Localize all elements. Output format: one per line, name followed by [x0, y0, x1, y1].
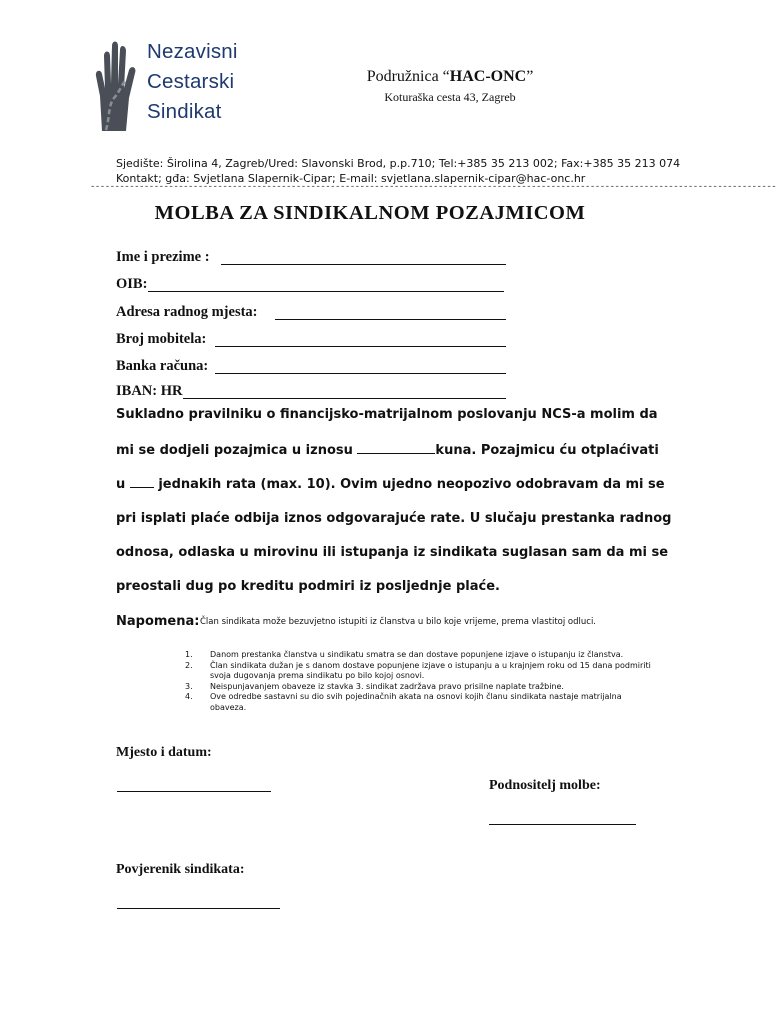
field-name-line[interactable]: [221, 264, 506, 265]
amount-blank[interactable]: [357, 443, 435, 454]
note-text: Član sindikata može bezuvjetno istupiti iz članstva u bilo koje vrijeme, prema vlastitoj odluci.: [200, 617, 597, 627]
list-item: 2. Član sindikata dužan je s danom dostave popunjene izjave o istupanju a u krajnjem roku od 15 dana podmiriti svoja dugovanja prema sindikatu po bilo kojoj osnovi.: [185, 660, 651, 681]
body-line-6: preostali dug po kreditu podmiri iz posljednje plaće.: [116, 579, 500, 594]
body-line-1: Sukladno pravilniku o financijsko-matrijalnom poslovanju NCS-a molim da: [116, 407, 658, 422]
field-oib-line[interactable]: [148, 291, 504, 292]
list-item: 1. Danom prestanka članstva u sindikatu smatra se dan dostave popunjene izjave o istupanju iz članstva.: [185, 650, 624, 659]
field-iban-label: IBAN: HR: [116, 383, 183, 399]
commissioner-signature-line[interactable]: [117, 908, 280, 909]
field-name-label: Ime i prezime :: [116, 249, 210, 265]
document-title: MOLBA ZA SINDIKALNOM POZAJMICOM: [154, 202, 586, 224]
hq-line-1: Sjedište: Širolina 4, Zagreb/Ured: Slavonski Brod, p.p.710; Tel:+385 35 213 002; Fax:+385 35 213 074: [116, 157, 681, 170]
applicant-label: Podnositelj molbe:: [489, 778, 601, 793]
field-bank-line[interactable]: [215, 373, 506, 374]
applicant-signature-line[interactable]: [489, 824, 636, 825]
hand-icon: [92, 36, 140, 132]
place-date-label: Mjesto i datum:: [116, 745, 212, 760]
place-date-line[interactable]: [117, 791, 271, 792]
installments-blank[interactable]: [130, 477, 154, 488]
list-item: 4. Ove odredbe sastavni su dio svih pojedinačnih akata na osnovi kojih članu sindikata nastaje matrijalna obaveza.: [185, 692, 622, 712]
field-bank-label: Banka računa:: [116, 358, 209, 374]
branch-name: HAC-ONC: [449, 68, 527, 85]
logo-line-2: Cestarski: [147, 70, 235, 93]
body-line-3: u jednakih rata (max. 10). Ovim ujedno neopozivo odobravam da mi se: [116, 477, 665, 492]
field-oib-label: OIB:: [116, 276, 148, 292]
body-line-2: mi se dodjeli pozajmica u iznosu kuna. Pozajmicu ću otplaćivati: [116, 443, 659, 458]
note-label: Napomena:: [116, 614, 200, 629]
field-address-label: Adresa radnog mjesta:: [116, 304, 258, 320]
logo-line-1: Nezavisni: [147, 40, 238, 63]
header-divider: --------------------------------------------------------------------------------------------------------------------------------------------: [90, 182, 776, 192]
field-iban-line[interactable]: [183, 398, 506, 399]
union-logo: [92, 36, 242, 132]
body-line-4: pri isplati plaće odbija iznos odgovarajuće rate. U slučaju prestanka radnog: [116, 511, 672, 526]
logo-line-3: Sindikat: [147, 100, 222, 123]
branch-title: Podružnica “HAC-ONC”: [366, 68, 534, 85]
commissioner-label: Povjerenik sindikata:: [116, 862, 245, 877]
field-mobile-line[interactable]: [215, 346, 506, 347]
note-list: [185, 650, 655, 714]
field-address-line[interactable]: [275, 319, 506, 320]
list-item: 3. Neispunjavanjem obaveze iz stavka 3. sindikat zadržava pravo prisilne naplate tražbine.: [185, 681, 564, 691]
body-line-5: odnosa, odlaska u mirovinu ili istupanja iz sindikata suglasan sam da mi se: [116, 545, 669, 560]
field-mobile-label: Broj mobitela:: [116, 331, 207, 347]
branch-address: Koturaška cesta 43, Zagreb: [384, 90, 516, 104]
hq-line-2: Kontakt; gđa: Svjetlana Slapernik-Cipar; E-mail: svjetlana.slapernik-cipar@hac-onc.hr: [116, 172, 586, 185]
